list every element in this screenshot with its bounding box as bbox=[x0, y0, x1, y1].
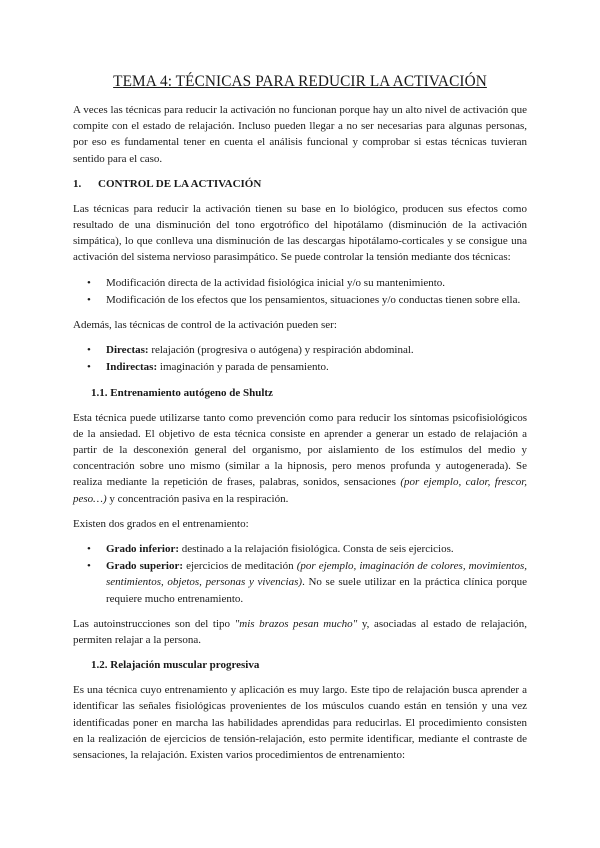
list-item: • Modificación directa de la actividad fisiológica inicial y/o su mantenimiento. bbox=[73, 275, 527, 291]
section11-paragraph-1 bbox=[73, 410, 527, 507]
text-run: Las autoinstrucciones son del tipo bbox=[73, 617, 235, 630]
section12-paragraph-1: Es una técnica cuyo entrenamiento y aplicación es muy largo. Este tipo de relajación busca aprender a identificar las señales fisiológicas provenientes de los músculos cuando están en tensión y una vez identificadas poner en marcha las habilidades aprendidas para reducirlas. El procedimiento consisten en la realización de ejercicios de tensión-relajación, esto permite identificar, mediante el contraste de sensaciones, la relajación. Existen varios procedimientos de entrenamiento: bbox=[73, 684, 527, 762]
text-run-italic: (por ejemplo, calor, frescor, peso…) bbox=[73, 476, 527, 505]
list-item-text: imaginación y parada de pensamiento. bbox=[157, 361, 329, 374]
text-run: y concentración pasiva en la respiración. bbox=[106, 492, 289, 505]
page-title: TEMA 4: TÉCNICAS PARA REDUCIR LA ACTIVACIÓN bbox=[113, 73, 487, 90]
section-title: CONTROL DE LA ACTIVACIÓN bbox=[98, 177, 262, 190]
intro-paragraph: A veces las técnicas para reducir la activación no funcionan porque hay un alto nivel de activación que compite con el estado de relajación. Incluso pueden llegar a no ser necesarias para algunas personas, por eso es fundamental tener en cuenta el análisis funcional y comprobar si estas técnicas tuvieran sentido para el caso. bbox=[73, 104, 527, 165]
list-item bbox=[73, 359, 527, 375]
subsection-heading-entrenamiento-autogeno: 1.1. Entrenamiento autógeno de Shultz bbox=[91, 386, 273, 399]
list-item-label: Directas: bbox=[106, 344, 149, 357]
section1-paragraph-1: Las técnicas para reducir la activación tienen su base en lo biológico, producen sus efectos como resultado de una disminución del tono ergotrófico del hipotálamo (disminución de la activación simpática), lo que conlleva una disminución de las descargas hipotálamo-corticales y se consigue una activación del sistema nervioso parasimpático. Se puede controlar la tensión mediante dos técnicas: bbox=[73, 202, 527, 264]
list-item-text: destinado a la relajación fisiológica. Consta de seis ejercicios. bbox=[179, 543, 454, 556]
section11-paragraph-3 bbox=[73, 616, 527, 648]
list-item-text: relajación (progresiva o autógena) y respiración abdominal. bbox=[148, 344, 414, 357]
section-heading-control-activacion bbox=[73, 176, 527, 192]
subsection-heading-relajacion-muscular: 1.2. Relajación muscular progresiva bbox=[91, 659, 260, 672]
section1-list-2 bbox=[73, 342, 527, 375]
section11-paragraph-2: Existen dos grados en el entrenamiento: bbox=[73, 517, 249, 530]
list-item bbox=[73, 558, 527, 607]
section1-paragraph-2: Además, las técnicas de control de la activación pueden ser: bbox=[73, 319, 337, 332]
text-run: y, asociadas al estado de relajación, permiten relajar a la persona. bbox=[73, 617, 528, 647]
list-item-text: ejercicios de meditación bbox=[183, 560, 297, 573]
list-item-text-italic: (por ejemplo, imaginación de colores, movimientos, sentimientos, objetos, personas y vivencias) bbox=[106, 560, 527, 589]
list-item bbox=[73, 541, 527, 557]
text-run-italic: "mis brazos pesan mucho" bbox=[234, 617, 358, 630]
list-item-label: Grado superior: bbox=[106, 560, 184, 573]
section-number: 1. bbox=[73, 177, 82, 190]
list-item bbox=[73, 342, 527, 358]
list-item: • Modificación de los efectos que los pensamientos, situaciones y/o conductas tienen sobre ella. bbox=[73, 292, 527, 308]
text-run: Esta técnica puede utilizarse tanto como prevención como para reducir los síntomas psicofisiológicos de la ansiedad. El objetivo de esta técnica consiste en aprender a generar un estado de relajación a partir de la desconexión general del organismo, por aislamiento de los estímulos del medio y concentración sobre uno mismo (similar a la hipnosis, pero menos profunda y autogenerada). Se realiza mediante la repetición de frases, palabras, sonidos, sensaciones bbox=[73, 411, 527, 489]
section1-list-1 bbox=[73, 275, 527, 308]
section11-grades-list bbox=[73, 541, 527, 607]
list-item-label: Grado inferior: bbox=[106, 543, 180, 556]
list-item-label: Indirectas: bbox=[106, 361, 158, 374]
list-item-text: . No se suele utilizar en la práctica clínica porque requiere mucho entrenamiento. bbox=[106, 576, 527, 605]
